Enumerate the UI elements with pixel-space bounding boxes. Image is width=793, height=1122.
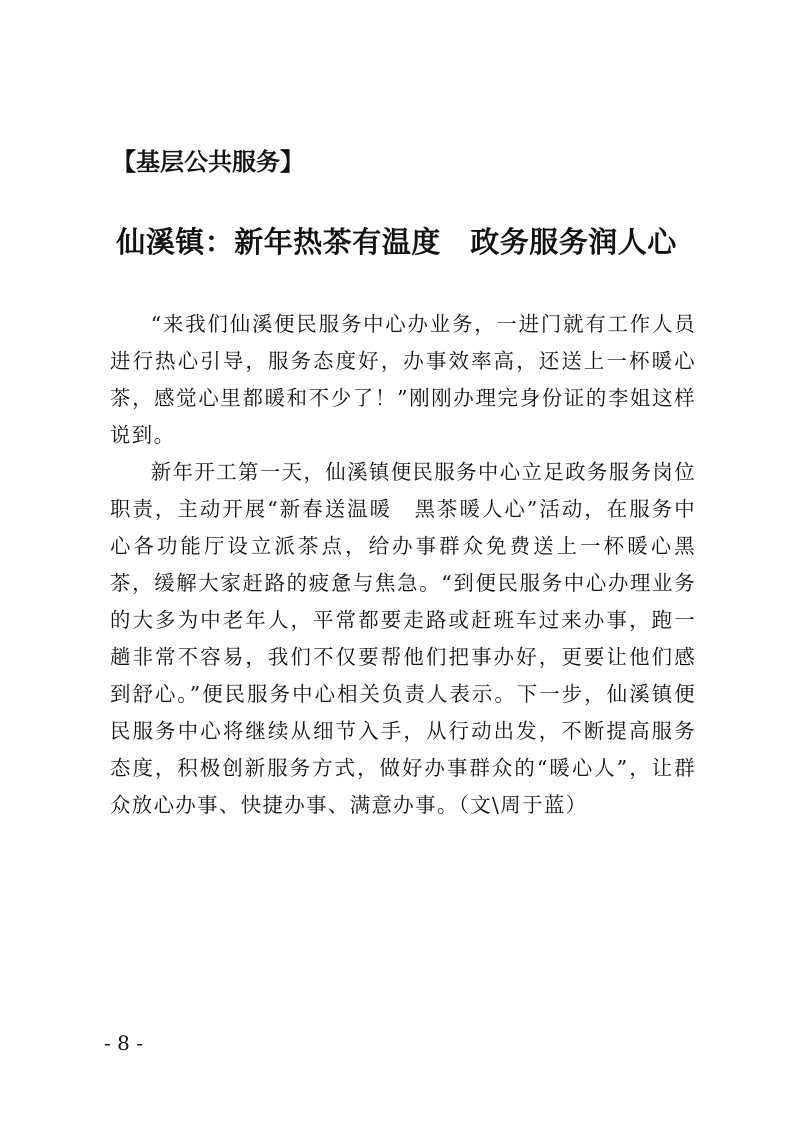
article-body bbox=[110, 306, 696, 824]
paragraph-2: 新年开工第一天，仙溪镇便民服务中心立足政务服务岗位职责，主动开展“新春送温暖 黑茶暖人心”活动，在服务中心各功能厅设立派茶点，给办事群众免费送上一杯暖心黑茶，缓解大家赶路的疲惫与焦急。“到便民服务中心办理业务的大多为中老年人，平常都要走路或赶班车过来办事，跑一趟非常不容易，我们不仅要帮他们把事办好，更要让他们感到舒心。”便民服务中心相关负责人表示。下一步，仙溪镇便民服务中心将继续从细节入手，从行动出发，不断提高服务态度，积极创新服务方式，做好办事群众的“暖心人”，让群众放心办事、快捷办事、满意办事。（文\周于蓝） bbox=[110, 460, 696, 817]
paragraph-1: “来我们仙溪便民服务中心办业务，一进门就有工作人员进行热心引导，服务态度好，办事效率高，还送上一杯暖心茶，感觉心里都暖和不少了！”刚刚办理完身份证的李姐这样说到。 bbox=[110, 312, 696, 447]
section-tag: 【基层公共服务】 bbox=[112, 148, 304, 176]
page-number: - 8 - bbox=[104, 1031, 143, 1055]
article-title: 仙溪镇：新年热茶有温度 政务服务润人心 bbox=[116, 225, 677, 259]
